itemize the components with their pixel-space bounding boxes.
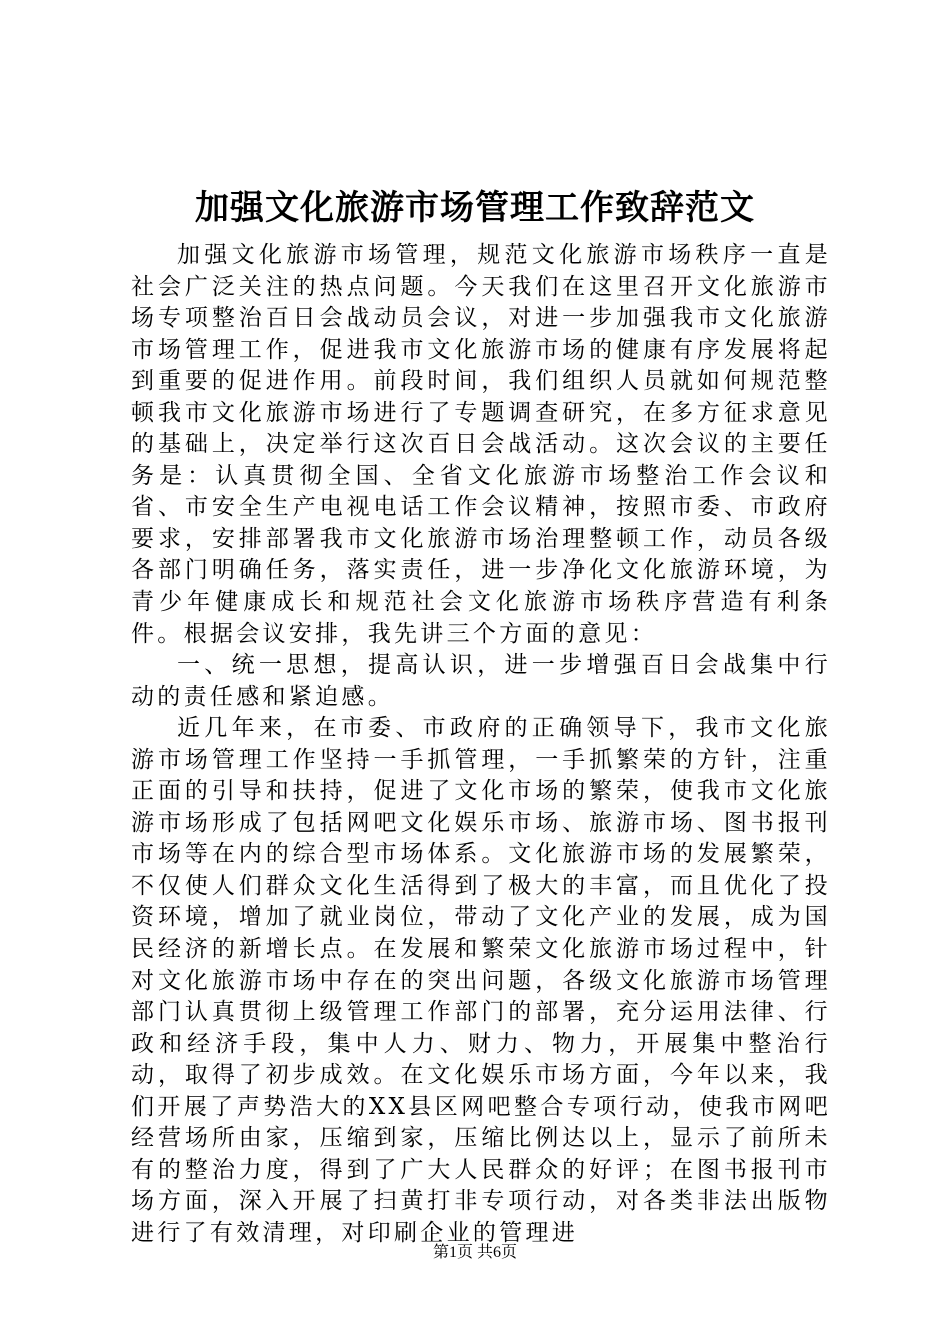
- page-number-footer: 第1页 共6页: [432, 1244, 517, 1261]
- document-body: [131, 240, 831, 1250]
- paragraph-section-heading: 一、统一思想，提高认识，进一步增强百日会战集中行动的责任感和紧迫感。: [131, 652, 831, 710]
- paragraph-background: 近几年来，在市委、市政府的正确领导下，我市文化旅游市场管理工作坚持一手抓管理，一手抓繁荣的方针，注重正面的引导和扶持，促进了文化市场的繁荣，使我市文化旅游市场形成了包括网吧文化娱乐市场、旅游市场、图书报刊市场等在内的综合型市场体系。文化旅游市场的发展繁荣，不仅使人们群众文化生活得到了极大的丰富，而且优化了投资环境，增加了就业岗位，带动了文化产业的发展，成为国民经济的新增长点。在发展和繁荣文化旅游市场过程中，针对文化旅游市场中存在的突出问题，各级文化旅游市场管理部门认真贯彻上级管理工作部门的部署，充分运用法律、行政和经济手段，集中人力、财力、物力，开展集中整治行动，取得了初步成效。在文化娱乐市场方面，今年以来，我们开展了声势浩大的XX县区网吧整合专项行动，使我市网吧经营场所由家，压缩到家，压缩比例达以上，显示了前所未有的整治力度，得到了广大人民群众的好评；在图书报刊市场方面，深入开展了扫黄打非专项行动，对各类非法出版物进行了有效清理，对印刷企业的管理进: [131, 715, 831, 1246]
- document-title: 加强文化旅游市场管理工作致辞范文: [195, 188, 755, 228]
- paragraph-intro: 加强文化旅游市场管理，规范文化旅游市场秩序一直是社会广泛关注的热点问题。今天我们在这里召开文化旅游市场专项整治百日会战动员会议，对进一步加强我市文化旅游市场管理工作，促进我市文化旅游市场的健康有序发展将起到重要的促进作用。前段时间，我们组织人员就如何规范整顿我市文化旅游市场进行了专题调查研究，在多方征求意见的基础上，决定举行这次百日会战活动。这次会议的主要任务是：认真贯彻全国、全省文化旅游市场整治工作会议和省、市安全生产电视电话工作会议精神，按照市委、市政府要求，安排部署我市文化旅游市场治理整顿工作，动员各级各部门明确任务，落实责任，进一步净化文化旅游环境，为青少年健康成长和规范社会文化旅游市场秩序营造有利条件。根据会议安排，我先讲三个方面的意见：: [131, 242, 831, 647]
